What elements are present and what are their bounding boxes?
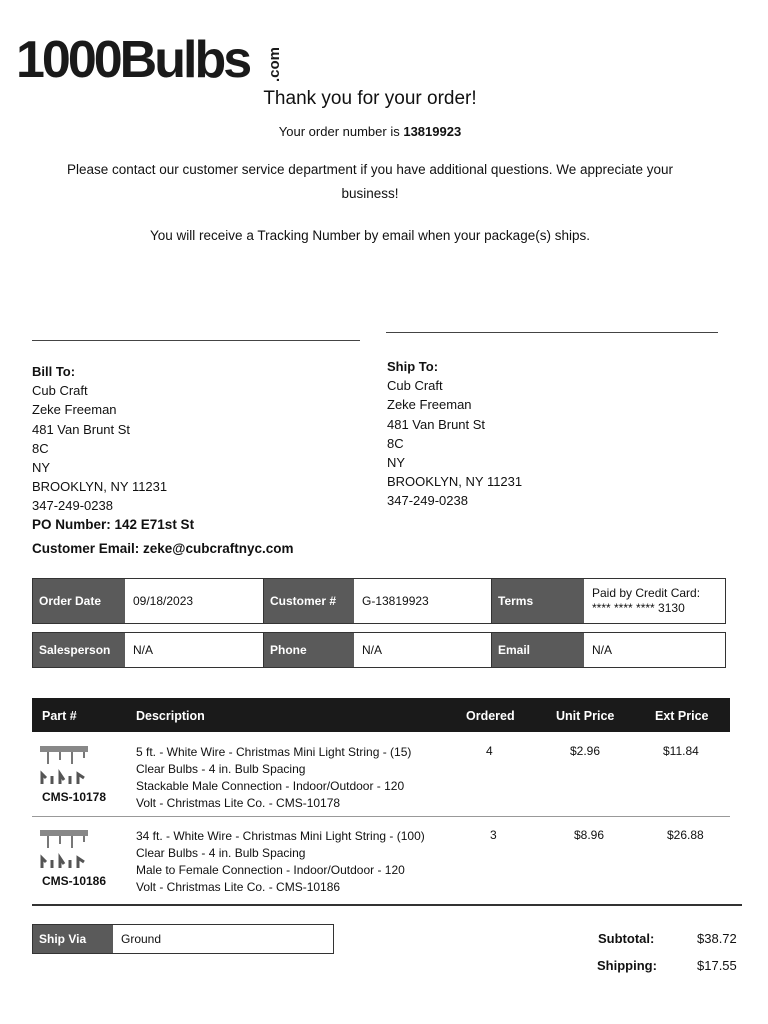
terms-line-2: **** **** **** 3130	[592, 601, 685, 615]
ship-to-line: NY	[387, 455, 406, 471]
email-label: Email	[492, 633, 584, 667]
phone-value: N/A	[354, 633, 492, 667]
subtotal-value: $38.72	[697, 931, 737, 946]
ship-to-line: 347-249-0238	[387, 493, 468, 509]
order-number-line	[0, 124, 740, 139]
light-string-thumbnail-icon	[40, 828, 88, 874]
order-date-label: Order Date	[33, 579, 125, 623]
order-number-prefix: Your order number is	[278, 124, 400, 139]
logo-suffix-text: .com	[266, 46, 283, 82]
desc-line: Clear Bulbs - 4 in. Bulb Spacing	[136, 762, 306, 776]
ship-to-block	[387, 357, 522, 511]
bill-to-line: Zeke Freeman	[32, 402, 117, 418]
part-number: CMS-10186	[42, 874, 107, 888]
salesperson-label: Salesperson	[33, 633, 125, 667]
shipping-value: $17.55	[697, 958, 737, 973]
ship-to-rule	[386, 332, 718, 333]
customer-email: Customer Email: zeke@cubcraftnyc.com	[32, 541, 294, 556]
item-description	[136, 744, 456, 812]
desc-line: Male to Female Connection - Indoor/Outdoor - 120	[136, 863, 405, 877]
ship-to-line: BROOKLYN, NY 11231	[387, 474, 523, 490]
col-ordered: Ordered	[466, 709, 515, 723]
customer-number-label: Customer #	[264, 579, 354, 623]
thank-you-heading: Thank you for your order!	[263, 88, 477, 109]
terms-line-1: Paid by Credit Card:	[592, 586, 701, 600]
customer-number-value: G-13819923	[354, 579, 492, 623]
col-unit-price: Unit Price	[556, 709, 615, 723]
salesperson-value: N/A	[125, 633, 264, 667]
email-value: N/A	[592, 643, 613, 657]
order-date-value: 09/18/2023	[125, 579, 264, 623]
desc-line: Clear Bulbs - 4 in. Bulb Spacing	[136, 846, 306, 860]
items-table-header	[32, 698, 730, 732]
shipping-label: Shipping:	[597, 958, 657, 973]
row-divider	[32, 816, 730, 817]
light-string-thumbnail-icon	[40, 744, 88, 790]
terms-value	[584, 579, 725, 623]
desc-line: Stackable Male Connection - Indoor/Outdoor - 120	[136, 779, 405, 793]
table-row	[32, 820, 730, 900]
bill-to-line: 481 Van Brunt St	[32, 421, 131, 437]
desc-line: 5 ft. - White Wire - Christmas Mini Light String - (15)	[136, 745, 412, 759]
ship-via-label: Ship Via	[33, 925, 113, 953]
terms-label: Terms	[492, 579, 584, 623]
desc-line: Volt - Christmas Lite Co. - CMS-10186	[136, 880, 341, 894]
bill-to-line: NY	[32, 460, 51, 476]
bill-to-heading: Bill To:	[32, 364, 76, 379]
po-number: PO Number: 142 E71st St	[32, 517, 195, 532]
part-number: CMS-10178	[42, 790, 107, 804]
company-logo: 1000Bulbs	[16, 31, 250, 89]
desc-line: 34 ft. - White Wire - Christmas Mini Light String - (100)	[136, 829, 425, 843]
ship-to-line: Cub Craft	[387, 378, 443, 394]
unit-price: $8.96	[574, 828, 605, 842]
item-description	[136, 828, 456, 896]
subtotal-label: Subtotal:	[598, 931, 655, 946]
desc-line: Volt - Christmas Lite Co. - CMS-10178	[136, 796, 341, 810]
contact-message: Please contact our customer service department if you have additional questions. We appreciate your business!	[66, 162, 674, 201]
ship-to-line: Zeke Freeman	[387, 397, 472, 413]
order-number: 13819923	[403, 124, 462, 139]
bill-to-line: BROOKLYN, NY 11231	[32, 479, 168, 495]
bill-to-rule	[32, 340, 360, 341]
phone-label: Phone	[264, 633, 354, 667]
bill-to-block	[32, 362, 167, 516]
ship-via-value: Ground	[121, 932, 162, 946]
col-part: Part #	[42, 709, 77, 723]
ordered-qty: 3	[490, 828, 497, 842]
ext-price: $26.88	[667, 828, 704, 842]
bill-to-line: 347-249-0238	[32, 498, 113, 514]
col-ext-price: Ext Price	[655, 709, 709, 723]
table-row	[32, 736, 730, 814]
ship-to-line: 8C	[387, 435, 404, 451]
ship-to-line: 481 Van Brunt St	[387, 416, 486, 432]
ext-price: $11.84	[663, 744, 699, 758]
order-info-row	[32, 578, 726, 624]
bill-to-line: 8C	[32, 440, 49, 456]
col-description: Description	[136, 709, 205, 723]
ordered-qty: 4	[486, 744, 493, 758]
ship-via-box	[32, 924, 334, 954]
bill-to-line: Cub Craft	[32, 383, 88, 399]
table-bottom-rule	[32, 904, 742, 906]
unit-price: $2.96	[570, 744, 601, 758]
tracking-message: You will receive a Tracking Number by email when your package(s) ships.	[150, 228, 590, 243]
ship-to-heading: Ship To:	[387, 359, 439, 374]
contact-info-row	[32, 632, 726, 668]
